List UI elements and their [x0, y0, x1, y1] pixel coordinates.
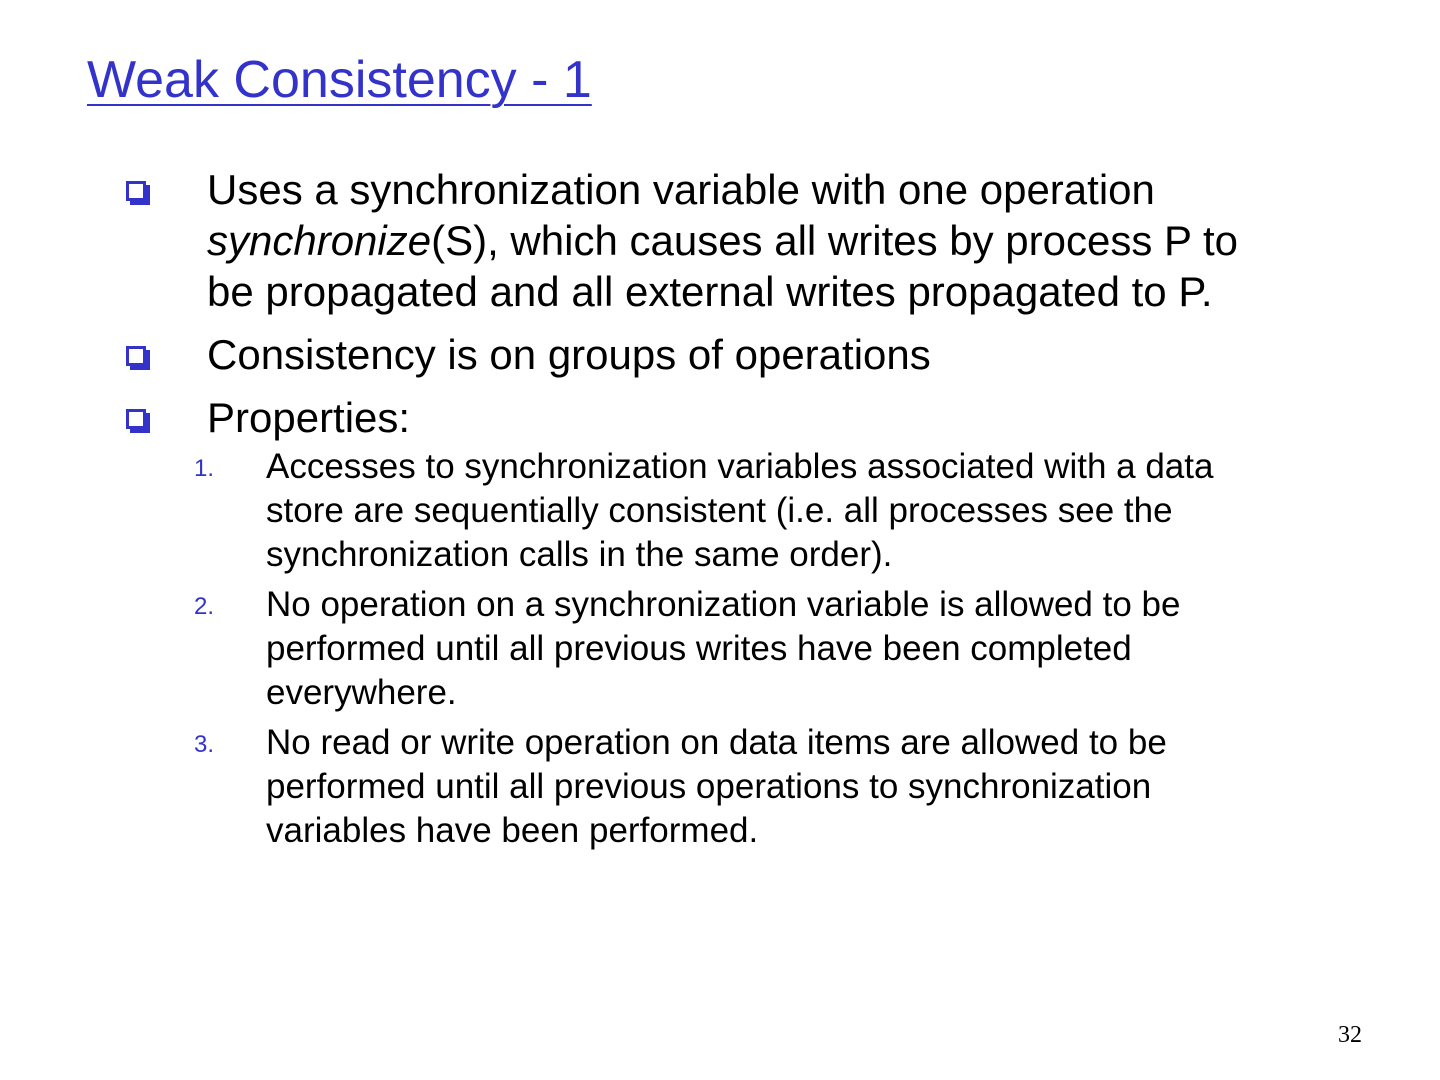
bullet-item-synchronize [122, 164, 1242, 317]
bullet-text-emphasis: synchronize [207, 217, 432, 264]
bullet-text-part: (S), which causes all writes by process P to be propagated and all external writes propagated to P. [207, 217, 1238, 315]
bullet-list [122, 164, 1242, 865]
bullet-text: Properties: [207, 394, 411, 441]
property-item [122, 445, 1242, 577]
property-item [122, 721, 1242, 853]
property-number: 3. [194, 731, 215, 758]
properties-list [194, 445, 1242, 853]
slide-title: Weak Consistency - 1 [87, 51, 592, 109]
hollow-square-bullet-icon [126, 409, 146, 429]
hollow-square-bullet-icon [126, 181, 146, 201]
bullet-item-properties [122, 392, 1242, 853]
bullet-text: Consistency is on groups of operations [207, 331, 931, 378]
property-text: Accesses to synchronization variables associated with a data store are sequentially consistent (i.e. all processes see the synchronization calls in the same order). [266, 447, 1214, 574]
property-item [122, 583, 1242, 715]
hollow-square-bullet-icon [126, 346, 146, 366]
page-number: 32 [1338, 1022, 1362, 1048]
property-text: No operation on a synchronization variable is allowed to be performed until all previous writes have been completed everywhere. [266, 585, 1181, 712]
property-number: 2. [194, 593, 215, 620]
bullet-item-groups [122, 329, 1242, 380]
bullet-text-part: Uses a synchronization variable with one operation [207, 166, 1155, 213]
property-number: 1. [194, 455, 215, 482]
property-text: No read or write operation on data items are allowed to be performed until all previous operations to synchronization variables have been performed. [266, 723, 1167, 850]
